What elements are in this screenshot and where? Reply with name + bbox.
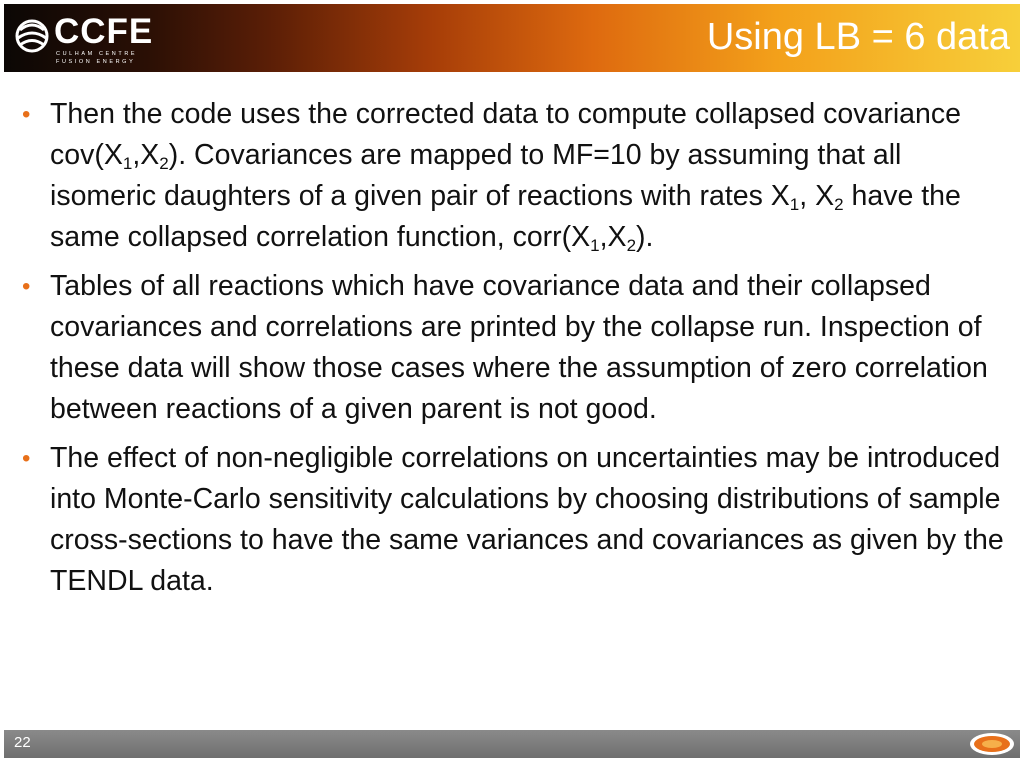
bullet-1-text-f: ,X bbox=[599, 221, 627, 253]
bullet-2-text: Tables of all reactions which have covariance data and their collapsed covariances and correlations are printed by the collapse run. Inspection of these data will show those cases where the assumption of zero correlation between reactions of a given parent is not good. bbox=[50, 270, 988, 425]
bullet-1-text-b: ,X bbox=[132, 139, 160, 171]
subscript-1: 1 bbox=[122, 154, 133, 173]
swirl-logo-icon bbox=[12, 16, 52, 56]
bullet-1-text-d: , X bbox=[799, 180, 835, 212]
bullet-1-text-c: ). Covariances are mapped to MF=10 by assuming that all isomeric daughters of a given pair of reactions with rates X bbox=[50, 139, 902, 212]
slide-header bbox=[4, 4, 1020, 72]
bullet-list bbox=[18, 94, 1008, 610]
bullet-3-text: The effect of non-negligible correlations on uncertainties may be introduced into Monte-Carlo sensitivity calculations by choosing distributions of sample cross-sections to have the same variances and covariances as given by the TENDL data. bbox=[50, 442, 1004, 597]
subscript-2: 2 bbox=[159, 154, 169, 173]
bullet-item-1 bbox=[18, 94, 1008, 258]
bullet-icon: • bbox=[22, 101, 31, 128]
ccfe-logo bbox=[12, 14, 172, 66]
logo-name: CCFE bbox=[54, 12, 154, 51]
slide-footer bbox=[4, 730, 1020, 758]
bullet-icon: • bbox=[22, 273, 31, 300]
bullet-1-text-e: have the same collapsed correlation function, corr(X bbox=[50, 180, 961, 253]
subscript-1: 1 bbox=[590, 236, 600, 255]
oval-logo-icon bbox=[968, 731, 1016, 757]
bullet-1-text-a: Then the code uses the corrected data to compute collapsed covariance cov(X bbox=[50, 98, 961, 171]
subscript-2: 2 bbox=[626, 236, 637, 255]
bullet-item-2 bbox=[18, 266, 1008, 430]
bullet-item-3 bbox=[18, 438, 1008, 602]
page-number: 22 bbox=[14, 734, 31, 751]
bullet-1-text-g: ). bbox=[636, 221, 654, 253]
bullet-icon: • bbox=[22, 445, 31, 472]
subscript-2: 2 bbox=[834, 195, 844, 214]
logo-line1: CULHAM CENTRE bbox=[56, 51, 138, 57]
slide-title: Using LB = 6 data bbox=[706, 16, 1010, 58]
subscript-1: 1 bbox=[789, 195, 800, 214]
logo-line2: FUSION ENERGY bbox=[56, 59, 136, 65]
